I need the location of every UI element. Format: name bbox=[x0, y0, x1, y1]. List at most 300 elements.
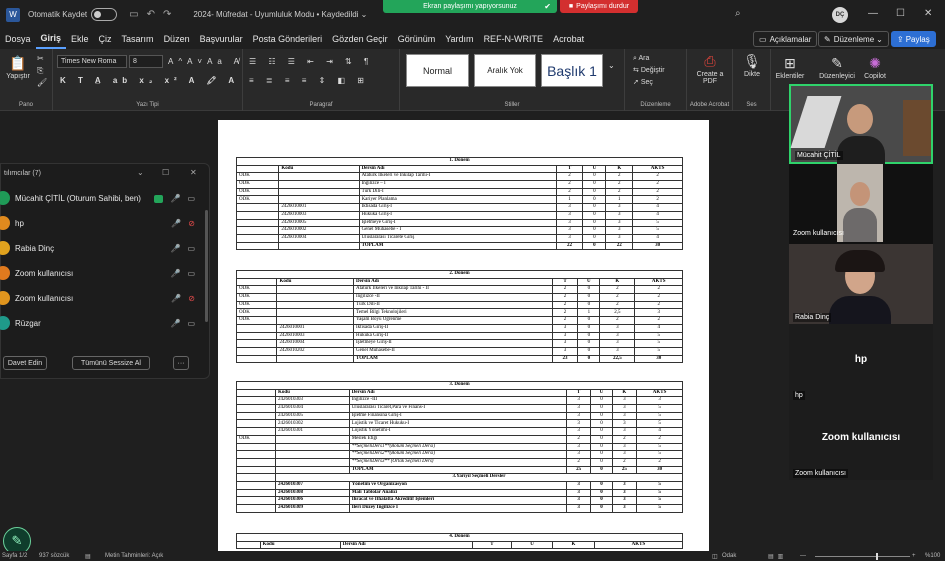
table-cell: 1 bbox=[556, 196, 583, 204]
zoom-in-icon[interactable]: + bbox=[912, 553, 916, 559]
table-row bbox=[237, 332, 683, 340]
avatar bbox=[0, 266, 10, 280]
table-cell: 5 bbox=[637, 420, 683, 428]
video-tile-name: Mücahit ÇİTİL bbox=[797, 152, 841, 159]
table-cell bbox=[237, 466, 276, 474]
table-cell: 3 bbox=[612, 505, 637, 513]
table-cell: İşletmeye Giriş-II bbox=[354, 340, 553, 348]
table-row bbox=[237, 397, 683, 405]
table-cell: 3 bbox=[606, 227, 633, 235]
table-cell: 2 bbox=[635, 294, 683, 302]
table-cell: 2 bbox=[633, 181, 683, 189]
table-cell: 4 bbox=[633, 234, 683, 242]
table-row bbox=[237, 294, 683, 302]
table-cell: 5 bbox=[637, 405, 683, 413]
table-cell: Temel Bilgi Teknolojileri bbox=[354, 309, 553, 317]
table-cell: 2426010301 bbox=[275, 428, 349, 436]
table-cell: Uluslararası Ticarete Giriş bbox=[359, 234, 556, 242]
ribbon-group-voice bbox=[733, 49, 771, 111]
page-indicator[interactable]: Sayfa 1/2 bbox=[2, 553, 28, 559]
table-cell: 2426010003 bbox=[277, 332, 354, 340]
table-cell: 25 bbox=[612, 466, 637, 474]
table-cell bbox=[237, 497, 276, 505]
table-cell: ODK bbox=[237, 294, 277, 302]
editing-mode-button[interactable] bbox=[818, 31, 889, 47]
table-cell: 0 bbox=[591, 397, 612, 405]
table-cell: Atatürk İlkeleri ve İnkılap Tarihi-I bbox=[359, 173, 556, 181]
table-row bbox=[237, 309, 683, 317]
table-cell: 2426010303 bbox=[275, 397, 349, 405]
copilot-button[interactable] bbox=[858, 55, 892, 80]
word-count[interactable]: 937 sözcük bbox=[39, 553, 70, 559]
table-cell: 0 bbox=[583, 227, 606, 235]
table-cell bbox=[277, 309, 354, 317]
table-cell: 0 bbox=[591, 420, 612, 428]
table-cell: Dersin Adı bbox=[349, 389, 566, 397]
video-tile-host[interactable] bbox=[789, 84, 933, 164]
table-cell: 2 bbox=[635, 317, 683, 325]
avatar bbox=[0, 291, 10, 305]
table-cell bbox=[279, 188, 359, 196]
participant-row[interactable] bbox=[1, 263, 201, 283]
table-cell: 3 bbox=[612, 443, 637, 451]
table-cell bbox=[237, 428, 276, 436]
style-normal[interactable]: Normal bbox=[406, 54, 469, 87]
table-cell: 2426010307 bbox=[275, 481, 349, 489]
table-cell: 2 bbox=[566, 435, 591, 443]
table-cell bbox=[277, 317, 354, 325]
zoom-slider-thumb[interactable] bbox=[876, 553, 878, 560]
semester-3-table bbox=[236, 381, 683, 513]
share-button[interactable] bbox=[891, 31, 936, 47]
table-cell: 3 bbox=[600, 332, 635, 340]
table-cell: Lojistik Yönetimi-I bbox=[349, 428, 566, 436]
table-cell: 2 bbox=[600, 317, 635, 325]
table-row bbox=[237, 286, 683, 294]
table-cell bbox=[237, 278, 277, 286]
table-cell: İşletme Finansına Giriş-I bbox=[349, 412, 566, 420]
table-row bbox=[237, 188, 683, 196]
paste-button[interactable] bbox=[4, 55, 32, 80]
table-row bbox=[237, 435, 683, 443]
participant-row[interactable] bbox=[1, 213, 201, 233]
table-cell: U bbox=[512, 541, 553, 549]
menu-ciz[interactable]: Çiz bbox=[98, 34, 112, 44]
table-cell: 3 bbox=[566, 489, 591, 497]
table-cell: 0 bbox=[591, 497, 612, 505]
table-row bbox=[237, 541, 683, 549]
zoom-out-icon[interactable]: — bbox=[800, 553, 806, 559]
table-cell: 2 bbox=[612, 458, 637, 466]
replace-label: Değiştir bbox=[640, 67, 665, 74]
table-cell: 2 bbox=[552, 309, 578, 317]
menu-ref-n-write[interactable]: REF-N-WRITE bbox=[483, 34, 544, 44]
table-cell: 3 bbox=[566, 420, 591, 428]
ribbon-group-font bbox=[53, 49, 243, 111]
menu-acrobat[interactable]: Acrobat bbox=[553, 34, 585, 44]
stop-icon: ■ bbox=[568, 3, 574, 10]
maximize-icon[interactable]: ☐ bbox=[896, 8, 905, 19]
table-row bbox=[237, 196, 683, 204]
video-tile-big-name: Zoom kullanıcısı bbox=[821, 432, 901, 443]
table-cell: 3 bbox=[552, 332, 578, 340]
participant-status-icons bbox=[154, 194, 195, 203]
semester-1-table bbox=[236, 157, 683, 250]
dictate-button[interactable] bbox=[737, 53, 767, 78]
table-cell: 2426010001 bbox=[279, 204, 359, 212]
table-cell: 3 bbox=[637, 397, 683, 405]
font-size-select[interactable]: 8 bbox=[129, 55, 163, 68]
table-cell: 3 bbox=[606, 234, 633, 242]
menu-gorunum[interactable]: Görünüm bbox=[397, 34, 436, 44]
table-cell: K bbox=[552, 541, 594, 549]
table-cell: İktisada Giriş-I bbox=[359, 204, 556, 212]
table-cell: 2426010309 bbox=[275, 505, 349, 513]
table-cell: 0 bbox=[578, 324, 600, 332]
menu-basvurular[interactable]: Başvurular bbox=[199, 34, 243, 44]
mic-icon: 🎤 bbox=[171, 293, 182, 303]
participant-row[interactable] bbox=[1, 238, 201, 258]
table-cell bbox=[237, 541, 261, 549]
table-cell: 3 bbox=[600, 340, 635, 348]
font-format-icons[interactable]: K T A̲ ab x₂ x² A 🖍 A bbox=[60, 76, 240, 85]
table-row bbox=[237, 412, 683, 420]
ribbon-label-editing: Düzenleme bbox=[640, 102, 671, 108]
table-cell bbox=[237, 234, 279, 242]
table-cell: **SeçmeliDers2**(Bölüm Seçmeli Dersi) bbox=[349, 451, 566, 459]
camera-icon: ▭ bbox=[187, 268, 195, 278]
table-cell: ODK bbox=[237, 286, 277, 294]
table-cell: 0 bbox=[578, 340, 600, 348]
more-options-button[interactable]: ··· bbox=[173, 356, 189, 370]
view-icons[interactable]: ▤▥ bbox=[768, 553, 788, 560]
ribbon-group-pano bbox=[0, 49, 53, 111]
style-heading-1[interactable]: Başlık 1 bbox=[541, 54, 603, 87]
participant-name: hp bbox=[15, 218, 24, 228]
table-cell: ODK bbox=[237, 301, 277, 309]
close-icon[interactable]: ✕ bbox=[924, 8, 933, 19]
ribbon-label-paragraph: Paragraf bbox=[309, 102, 333, 108]
menu-giris[interactable]: Giriş bbox=[36, 29, 67, 49]
table-cell: Hukuka Giriş-I bbox=[359, 211, 556, 219]
table-cell: 0 bbox=[583, 204, 606, 212]
find-button[interactable] bbox=[633, 53, 665, 65]
select-label: Seç bbox=[640, 79, 653, 86]
person-hair bbox=[835, 250, 885, 272]
font-name-select[interactable]: Times New Roma bbox=[57, 55, 127, 68]
table-cell: 3 bbox=[566, 405, 591, 413]
close-panel-icon[interactable]: ✕ bbox=[190, 168, 197, 177]
table-cell: 3 bbox=[612, 397, 637, 405]
editor-label: Düzenleyici bbox=[819, 73, 855, 80]
wall-shape bbox=[791, 96, 842, 148]
table-cell bbox=[279, 242, 359, 250]
table-cell: 3 bbox=[566, 443, 591, 451]
editing-label: Düzenleme bbox=[833, 34, 875, 44]
table-cell: Genel Muhasebe-II bbox=[354, 347, 553, 355]
chevron-down-icon: ⌄ bbox=[876, 34, 883, 44]
table-cell: 2 bbox=[637, 458, 683, 466]
comments-label: Açıklamalar bbox=[769, 34, 812, 44]
menu-duzen[interactable]: Düzen bbox=[163, 34, 190, 44]
table-cell: 2426010306 bbox=[275, 497, 349, 505]
search-icon[interactable]: ⌕ bbox=[735, 8, 741, 19]
table-cell: AKTS bbox=[594, 541, 682, 549]
create-pdf-button[interactable] bbox=[693, 53, 727, 85]
participant-row[interactable] bbox=[1, 288, 201, 308]
menu-posta[interactable]: Posta Gönderileri bbox=[252, 34, 323, 44]
table-cell: 3 bbox=[612, 481, 637, 489]
select-button[interactable] bbox=[633, 77, 665, 89]
table-cell bbox=[237, 332, 277, 340]
table-cell: 3 bbox=[600, 324, 635, 332]
video-tile-zoom-user[interactable] bbox=[789, 402, 933, 480]
participant-status-icons bbox=[170, 269, 195, 278]
copilot-label: Copilot bbox=[864, 73, 886, 80]
participant-row[interactable] bbox=[1, 188, 201, 208]
table-cell: 5 bbox=[635, 332, 683, 340]
pencil-icon: ✎ bbox=[11, 533, 23, 548]
table-cell: 2 bbox=[633, 196, 683, 204]
table-cell: 2 bbox=[556, 173, 583, 181]
table-cell: 0 bbox=[578, 317, 600, 325]
cursor-icon: ➚ bbox=[633, 79, 641, 86]
table-cell: 2 bbox=[606, 173, 633, 181]
table-row bbox=[237, 278, 683, 286]
ribbon-label-pano: Pano bbox=[18, 102, 33, 108]
table-cell: Uluslararası Ticaret,Para ve Finans-I bbox=[349, 405, 566, 413]
stop-share-button[interactable] bbox=[560, 0, 638, 13]
table-cell: 0 bbox=[591, 466, 612, 474]
collapse-icon[interactable]: ⌄ bbox=[137, 168, 144, 177]
semester-2-table bbox=[236, 270, 683, 363]
menu-tasarim[interactable]: Tasarım bbox=[121, 34, 154, 44]
table-cell: U bbox=[591, 389, 612, 397]
table-cell: T bbox=[556, 165, 583, 173]
spelling-icon[interactable]: ▤ bbox=[85, 553, 91, 560]
zoom-slider[interactable] bbox=[815, 556, 910, 557]
table-row bbox=[237, 505, 683, 513]
table-cell: Meslek Etiği bbox=[349, 435, 566, 443]
mute-all-button[interactable]: Tümünü Sessize Al bbox=[72, 356, 150, 370]
word-logo-icon: W bbox=[6, 8, 20, 22]
table-cell: 30 bbox=[637, 466, 683, 474]
editor-button[interactable] bbox=[816, 55, 858, 80]
avatar bbox=[0, 216, 10, 230]
focus-label[interactable]: Odak bbox=[722, 553, 737, 559]
screen-share-banner bbox=[383, 0, 557, 13]
mic-icon: 🎤 bbox=[170, 268, 181, 278]
autosave-toggle[interactable] bbox=[91, 8, 117, 21]
table-cell: 0 bbox=[583, 242, 606, 250]
person-face bbox=[847, 104, 873, 134]
table-cell: Kodu bbox=[277, 278, 354, 286]
table-cell bbox=[237, 489, 276, 497]
table-cell: 3 bbox=[556, 204, 583, 212]
focus-icon[interactable]: ◫ bbox=[712, 553, 718, 560]
paste-label: Yapıştır bbox=[6, 73, 30, 80]
table-cell: 2426010003 bbox=[279, 211, 359, 219]
participant-name: Zoom kullanıcısı bbox=[15, 293, 74, 303]
table-cell: 3 bbox=[612, 497, 637, 505]
table-cell: 0 bbox=[591, 458, 612, 466]
table-cell bbox=[237, 389, 276, 397]
clipboard-tools-icons[interactable]: ✂ ⎘ 🖌 bbox=[37, 54, 48, 87]
list-icons[interactable]: ☰ ☷ ☰ ⇤ ⇥ ⇅ ¶ bbox=[249, 57, 374, 66]
table-cell: 3 bbox=[600, 347, 635, 355]
table-row bbox=[237, 271, 683, 279]
text-predictions[interactable]: Metin Tahminleri: Açık bbox=[105, 553, 164, 559]
person-body bbox=[843, 208, 877, 242]
comment-icon: ▭ bbox=[759, 34, 767, 44]
participant-status-icons bbox=[171, 219, 195, 228]
table-row bbox=[237, 466, 683, 474]
table-cell: 5 bbox=[637, 443, 683, 451]
table-cell bbox=[279, 181, 359, 189]
ribbon-group-editing bbox=[625, 49, 687, 111]
menu-ekle[interactable]: Ekle bbox=[71, 34, 89, 44]
pencil-icon: ✎ bbox=[824, 34, 831, 44]
video-tile-name: Rabia Dinç bbox=[795, 314, 830, 321]
comments-button[interactable] bbox=[753, 31, 817, 47]
table-cell bbox=[275, 443, 349, 451]
table-cell: 30 bbox=[633, 242, 683, 250]
table-cell: 2 bbox=[633, 173, 683, 181]
table-cell: 5 bbox=[633, 227, 683, 235]
table-cell bbox=[237, 420, 276, 428]
table-cell: 2 bbox=[606, 181, 633, 189]
table-cell: 3.Yarıyıl Seçmeli Dersler bbox=[275, 474, 682, 482]
table-cell: 2 bbox=[600, 301, 635, 309]
participant-name: Rüzgar bbox=[15, 318, 41, 328]
ribbon-label-voice: Ses bbox=[746, 102, 757, 108]
table-row bbox=[237, 204, 683, 212]
replace-button[interactable] bbox=[633, 65, 665, 77]
menu-dosya[interactable]: Dosya bbox=[5, 34, 31, 44]
table-cell: 0 bbox=[591, 481, 612, 489]
table-cell: U bbox=[578, 278, 600, 286]
table-cell: 3 bbox=[566, 481, 591, 489]
document-title[interactable]: 2024- Müfredat - Uyumluluk Modu • Kaydedildi ⌄ bbox=[193, 10, 368, 19]
table-cell bbox=[277, 301, 354, 309]
table-cell bbox=[237, 324, 277, 332]
table-cell: 3 bbox=[552, 347, 578, 355]
table-cell bbox=[237, 474, 276, 482]
invite-button[interactable]: Davet Edin bbox=[3, 356, 47, 370]
table-cell: 2 bbox=[600, 286, 635, 294]
mic-icon: 🎤 bbox=[170, 243, 181, 253]
table-cell: 3 bbox=[635, 309, 683, 317]
table-cell: 0 bbox=[583, 219, 606, 227]
video-tile-name: Zoom kullanıcısı bbox=[795, 470, 846, 477]
table-cell: 0 bbox=[578, 347, 600, 355]
table-cell: İhracat ve İthalatta Akreditif İşlemleri bbox=[349, 497, 566, 505]
table-cell bbox=[237, 458, 276, 466]
styles-more-icon[interactable]: ⌄ bbox=[608, 61, 615, 70]
table-cell: ODK bbox=[237, 435, 276, 443]
table-cell: 2426010005 bbox=[279, 219, 359, 227]
video-tile-name: hp bbox=[795, 392, 803, 399]
minimize-icon[interactable]: — bbox=[868, 8, 878, 19]
table-row bbox=[237, 382, 683, 390]
table-cell: 5 bbox=[633, 219, 683, 227]
microphone-icon: 🎙 bbox=[743, 53, 761, 69]
table-cell: İktisada Giriş-II bbox=[354, 324, 553, 332]
table-cell bbox=[237, 219, 279, 227]
video-tile-hp[interactable] bbox=[789, 324, 933, 402]
table-cell: ODK bbox=[237, 173, 279, 181]
table-cell: İşletmeye Giriş-I bbox=[359, 219, 556, 227]
table-cell: 4. Dönem bbox=[237, 534, 683, 542]
table-row bbox=[237, 481, 683, 489]
table-cell: AKTS bbox=[635, 278, 683, 286]
table-cell: 0 bbox=[578, 294, 600, 302]
editor-pen-icon: ✎ bbox=[831, 55, 843, 71]
table-cell: 3 bbox=[612, 451, 637, 459]
align-icons[interactable]: ≡ ≣ ≡ ≡ ⇕ ◧ ⊞ bbox=[249, 76, 370, 85]
popout-icon[interactable]: ☐ bbox=[162, 168, 170, 177]
addins-button[interactable] bbox=[773, 55, 807, 80]
table-cell: 3 bbox=[606, 211, 633, 219]
document-page[interactable] bbox=[218, 120, 709, 551]
menu-yardim[interactable]: Yardım bbox=[445, 34, 474, 44]
video-tile-rabia[interactable] bbox=[789, 244, 933, 324]
table-cell: K bbox=[600, 278, 635, 286]
camera-off-icon: ⊘ bbox=[188, 218, 195, 228]
font-size-icons[interactable]: A^A˅Aa A̸ bbox=[168, 57, 244, 66]
table-cell: 2426010004 bbox=[279, 234, 359, 242]
table-cell: 3. Dönem bbox=[237, 382, 683, 390]
table-cell: Hukuka Giriş-II bbox=[354, 332, 553, 340]
table-cell: Kodu bbox=[260, 541, 340, 549]
table-cell bbox=[237, 211, 279, 219]
table-cell: **SeçmeliDers1**(Bölüm Seçmeli Dersi) bbox=[349, 443, 566, 451]
avatar bbox=[0, 241, 10, 255]
table-cell: 0 bbox=[583, 181, 606, 189]
quick-access-icons[interactable]: ▭↶↷ bbox=[129, 9, 180, 20]
table-cell bbox=[277, 355, 354, 363]
find-label: Ara bbox=[638, 55, 650, 62]
table-row bbox=[237, 242, 683, 250]
table-row bbox=[237, 317, 683, 325]
table-cell: İleri Düzey İngilizce I bbox=[349, 505, 566, 513]
table-cell: 5 bbox=[635, 340, 683, 348]
table-cell: 2426010308 bbox=[275, 489, 349, 497]
table-cell: 4 bbox=[633, 204, 683, 212]
style-no-spacing[interactable]: Aralık Yok bbox=[474, 54, 536, 87]
table-cell: 4 bbox=[633, 211, 683, 219]
table-cell: T bbox=[552, 278, 578, 286]
menu-gozden-gecir[interactable]: Gözden Geçir bbox=[332, 34, 388, 44]
table-cell: 2 bbox=[556, 188, 583, 196]
participant-row[interactable] bbox=[1, 313, 201, 333]
avatar bbox=[0, 316, 10, 330]
table-cell bbox=[275, 458, 349, 466]
participants-scrollbar[interactable] bbox=[205, 210, 208, 322]
table-cell bbox=[275, 466, 349, 474]
grid-icon: ⊞ bbox=[784, 55, 796, 71]
autosave-label: Otomatik Kaydet bbox=[28, 10, 88, 19]
table-cell bbox=[237, 505, 276, 513]
table-cell: 0 bbox=[578, 332, 600, 340]
table-cell: 0 bbox=[583, 234, 606, 242]
table-cell: Mali Tablolar Analizi bbox=[349, 489, 566, 497]
table-cell: 2 bbox=[552, 301, 578, 309]
user-avatar[interactable]: DÇ bbox=[832, 7, 848, 23]
zoom-level[interactable]: %100 bbox=[925, 553, 941, 559]
table-cell: 5 bbox=[637, 412, 683, 420]
table-cell: 3 bbox=[556, 234, 583, 242]
